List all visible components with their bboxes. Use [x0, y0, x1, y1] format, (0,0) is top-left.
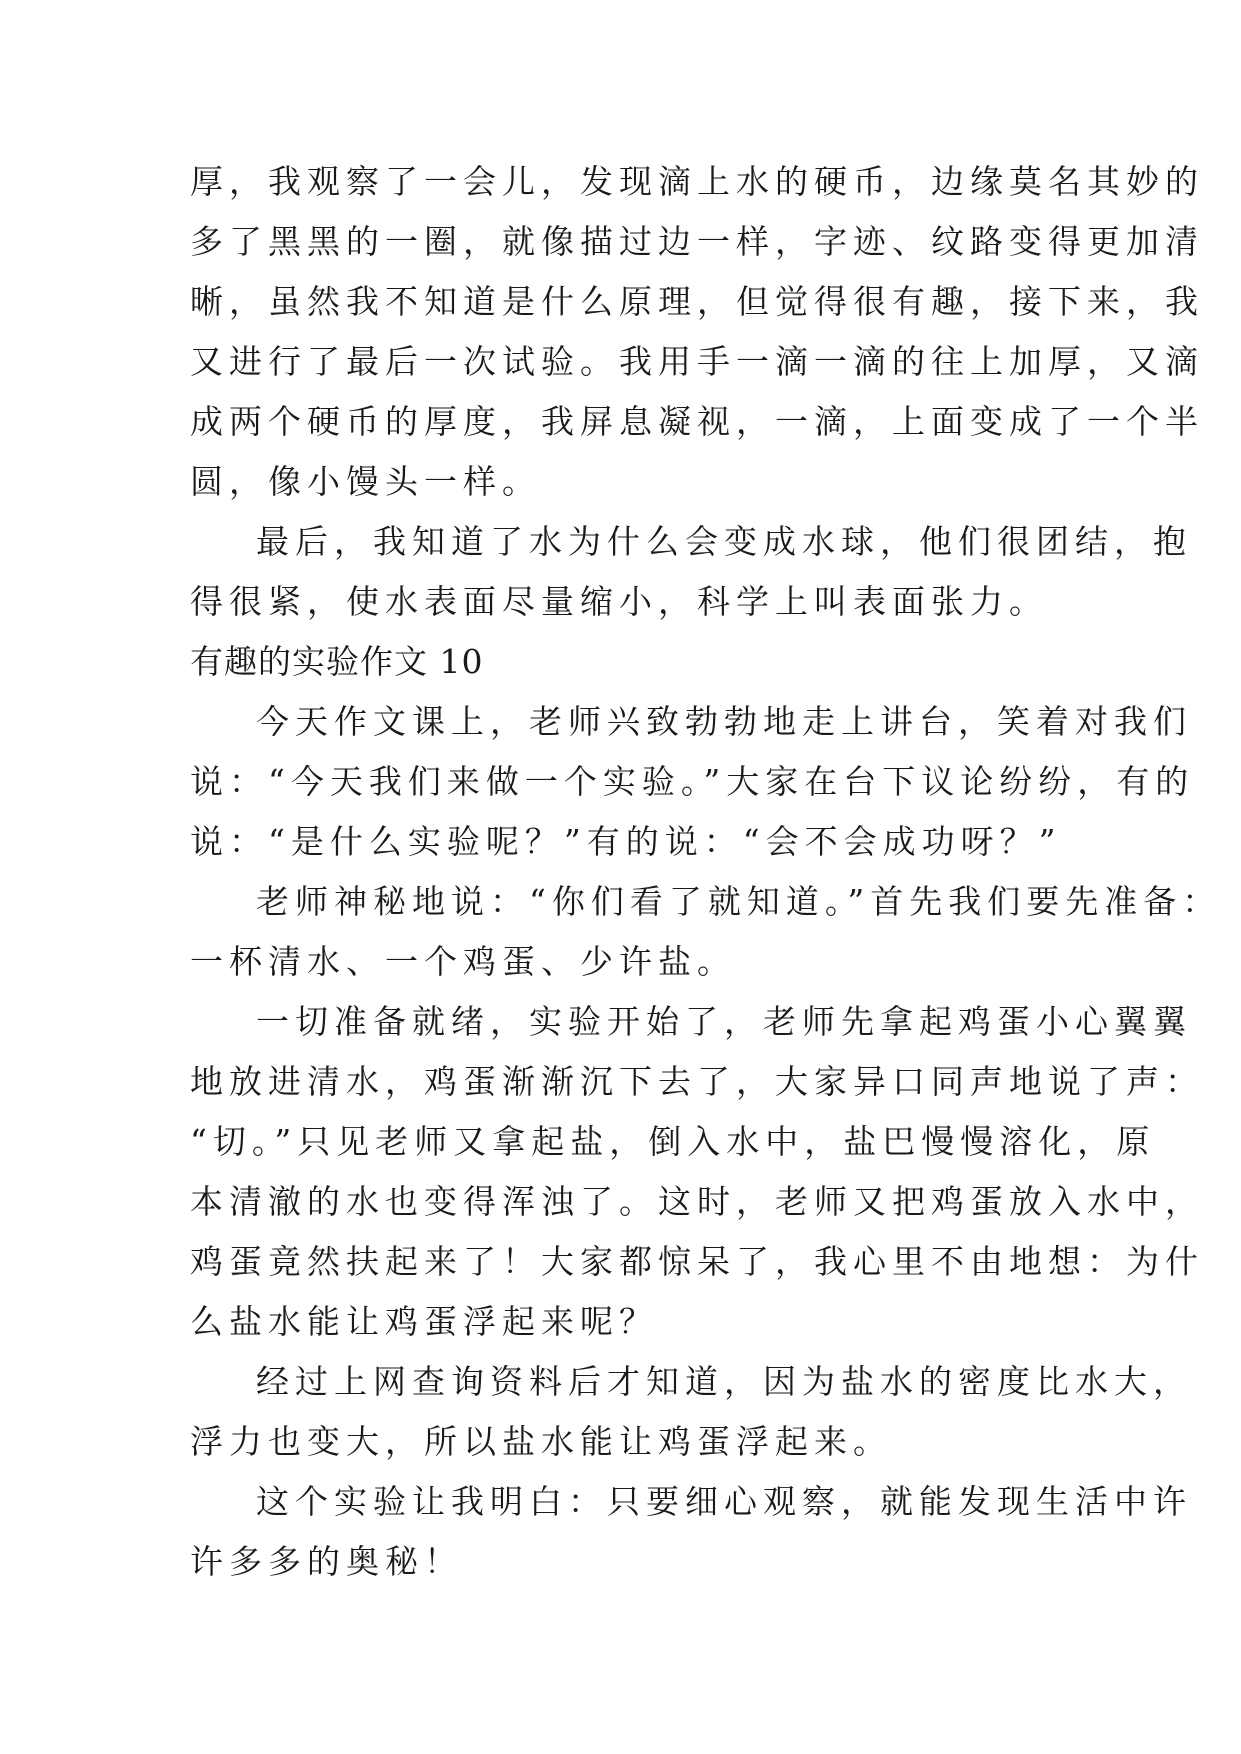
text-line: 多了黑黑的一圈，就像描过边一样，字迹、纹路变得更加清 [190, 222, 1204, 261]
text-line: 圆，像小馒头一样。 [190, 462, 541, 501]
document-page [190, 152, 1222, 1592]
text-line: 厚，我观察了一会儿，发现滴上水的硬币，边缘莫名其妙的 [190, 162, 1204, 201]
text-line: 浮力也变大，所以盐水能让鸡蛋浮起来。 [190, 1422, 892, 1461]
text-line: 晰，虽然我不知道是什么原理，但觉得很有趣，接下来，我 [190, 282, 1204, 321]
text-line: 又进行了最后一次试验。我用手一滴一滴的往上加厚，又滴 [190, 342, 1204, 381]
text-line: 许多多的奥秘！ [190, 1542, 463, 1581]
text-line: 说：“是什么实验呢？”有的说：“会不会成功呀？” [190, 822, 1062, 861]
text-line: 么盐水能让鸡蛋浮起来呢？ [190, 1302, 658, 1341]
text-line: 今天作文课上，老师兴致勃勃地走上讲台，笑着对我们 [256, 702, 1192, 741]
text-line: 说：“今天我们来做一个实验。”大家在台下议论纷纷，有的 [190, 762, 1195, 801]
text-line: 成两个硬币的厚度，我屏息凝视，一滴，上面变成了一个半 [190, 402, 1204, 441]
text-line: 老师神秘地说：“你们看了就知道。”首先我们要先准备： [256, 882, 1222, 921]
text-line: 得很紧，使水表面尽量缩小，科学上叫表面张力。 [190, 582, 1048, 621]
text-line: 一杯清水、一个鸡蛋、少许盐。 [190, 942, 736, 981]
text-line: 本清澈的水也变得浑浊了。这时，老师又把鸡蛋放入水中， [190, 1182, 1204, 1221]
text-line: 经过上网查询资料后才知道，因为盐水的密度比水大， [256, 1362, 1192, 1401]
text-line: 一切准备就绪，实验开始了，老师先拿起鸡蛋小心翼翼 [256, 1002, 1192, 1041]
text-line: “切。”只见老师又拿起盐，倒入水中，盐巴慢慢溶化，原 [190, 1122, 1156, 1161]
text-line: 鸡蛋竟然扶起来了！大家都惊呆了，我心里不由地想：为什 [190, 1242, 1204, 1281]
text-line: 最后，我知道了水为什么会变成水球，他们很团结，抱 [256, 522, 1192, 561]
section-heading: 有趣的实验作文 10 [190, 642, 484, 681]
text-line: 地放进清水，鸡蛋渐渐沉下去了，大家异口同声地说了声： [190, 1062, 1204, 1101]
text-line: 这个实验让我明白：只要细心观察，就能发现生活中许 [256, 1482, 1192, 1521]
